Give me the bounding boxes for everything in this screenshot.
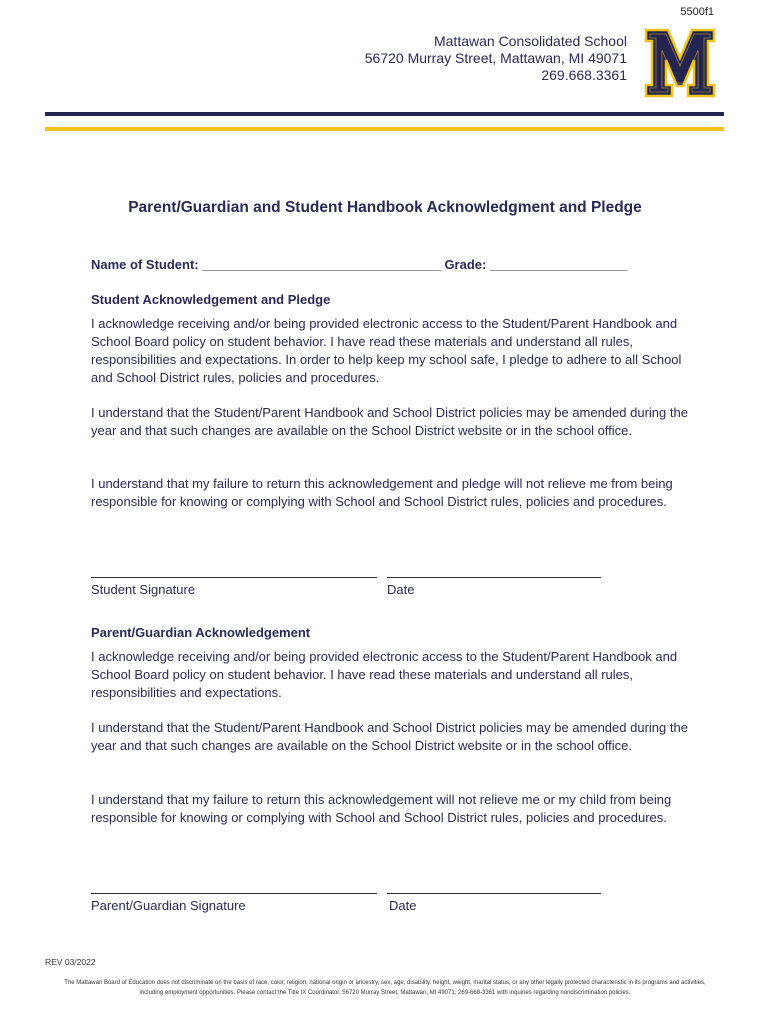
parent-date-label: Date [389,898,417,913]
student-date-line[interactable] [387,577,601,578]
grade-label: Grade: [440,257,490,272]
footer-line-1: The Mattawan Board of Education does not discriminate on the basis of race, color, religion, national origin or ancestry, sex, age, disability, height, weight, marital status, or any other legally protected characteristic in its programs and activities, [64,980,706,986]
student-section-heading: Student Acknowledgement and Pledge [91,292,331,307]
student-paragraph-1: I acknowledge receiving and/or being provided electronic access to the Student/Parent Handbook and School Board policy on student behavior. I have read these materials and understand all rules, responsibilities and expectations. In order to help keep my school safe, I pledge to adhere to all School and School District rules, policies and procedures. [91,316,682,385]
student-signature-label: Student Signature [91,582,196,597]
parent-date-line[interactable] [387,893,601,894]
nondiscrimination-footer [45,978,725,998]
parent-signature-line[interactable] [91,893,377,894]
student-date-label: Date [387,582,415,597]
student-paragraph-3: I understand that my failure to return this acknowledgement and pledge will not relieve me from being responsible for knowing or complying with School and School District rules, policies and procedures. [91,476,673,509]
parent-section-heading: Parent/Guardian Acknowledgement [91,625,311,640]
school-name: Mattawan Consolidated School [433,33,627,49]
parent-signature-label: Parent/Guardian Signature [91,898,246,913]
parent-paragraph-1: I acknowledge receiving and/or being provided electronic access to the Student/Parent Handbook and School Board policy on student behavior. I have read these materials and understand all rules, responsibilities and expectations. [91,649,678,700]
parent-paragraph-3: I understand that my failure to return this acknowledgement will not relieve me or my child from being responsible for knowing or complying with School and School District rules, policies and procedures. [91,792,672,825]
student-signature-line[interactable] [91,577,377,578]
student-name-grade-line [91,257,627,272]
revision-note: REV 03/2022 [45,957,96,967]
parent-paragraph-2: I understand that the Student/Parent Handbook and School District policies may be amended during the year and that such changes are available on the School District website or in the school office. [91,720,688,753]
student-name-label: Name of Student: [91,257,203,272]
school-phone: 269.668.3361 [541,67,627,83]
form-code: 5500f1 [680,6,714,18]
student-paragraph-2: I understand that the Student/Parent Handbook and School District policies may be amended during the year and that such changes are available on the School District website or in the school office. [91,405,688,438]
school-header [365,33,627,84]
header-rule-gold [45,127,724,131]
grade-field[interactable]: ___________________ [489,257,628,272]
student-name-field[interactable]: _________________________________ [202,257,441,272]
school-address: 56720 Murray Street, Mattawan, MI 49071 [364,50,627,66]
school-logo-icon [644,28,716,98]
footer-line-2: including employment opportunities. Please contact the Title IX Coordinator, 56720 Murray Street, Mattawan, MI 49071, 269-668-3361 with inquiries regarding nondiscrimination policies. [139,990,631,996]
document-title: Parent/Guardian and Student Handbook Acknowledgment and Pledge [128,199,642,216]
header-rule-navy [45,112,724,116]
